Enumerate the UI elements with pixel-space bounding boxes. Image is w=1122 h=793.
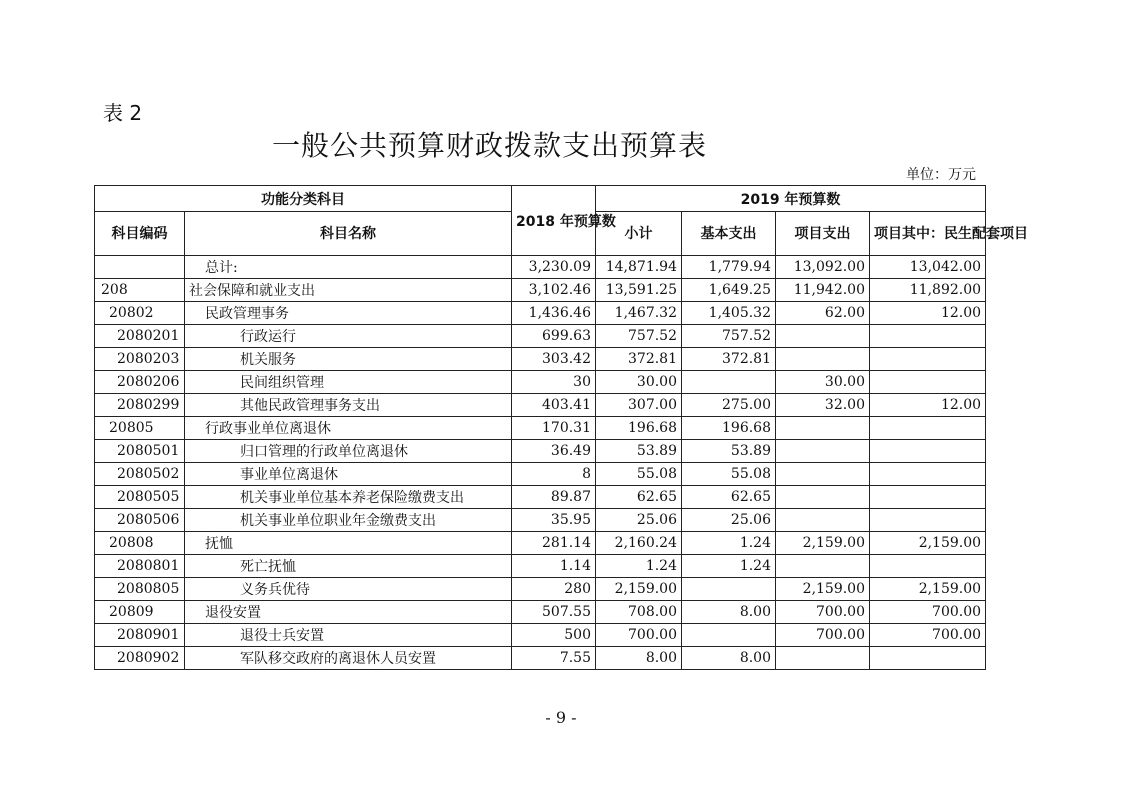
cell-name: 归口管理的行政单位离退休 [185,440,512,463]
cell-basic: 1,779.94 [682,256,776,279]
cell-2018: 170.31 [512,417,596,440]
cell-project [776,463,870,486]
cell-basic: 372.81 [682,348,776,371]
table-label: 表 2 [103,101,143,125]
cell-code: 2080501 [95,440,185,463]
cell-subtotal: 2,160.24 [596,532,682,555]
cell-code: 2080901 [95,624,185,647]
cell-project [776,555,870,578]
table-row [95,440,986,463]
cell-project-sub: 12.00 [870,394,986,417]
cell-project: 32.00 [776,394,870,417]
header-2018-budget: 2018 年预算数 [512,186,596,256]
cell-project-sub: 11,892.00 [870,279,986,302]
cell-subtotal: 14,871.94 [596,256,682,279]
header-subtotal: 小计 [596,212,682,256]
cell-project-sub [870,371,986,394]
cell-name: 行政运行 [185,325,512,348]
cell-basic: 62.65 [682,486,776,509]
cell-code: 2080902 [95,647,185,670]
table-row [95,555,986,578]
cell-subtotal: 700.00 [596,624,682,647]
cell-project: 30.00 [776,371,870,394]
cell-code: 20808 [95,532,185,555]
table-row [95,256,986,279]
table-row [95,279,986,302]
cell-subtotal: 1,467.32 [596,302,682,325]
cell-2018: 89.87 [512,486,596,509]
header-2019-budget: 2019 年预算数 [596,186,986,212]
cell-project-sub: 12.00 [870,302,986,325]
cell-basic [682,371,776,394]
cell-subtotal: 708.00 [596,601,682,624]
cell-basic: 1.24 [682,532,776,555]
cell-basic: 8.00 [682,601,776,624]
cell-project-sub [870,463,986,486]
cell-code: 2080801 [95,555,185,578]
cell-project: 62.00 [776,302,870,325]
cell-2018: 8 [512,463,596,486]
table-row [95,463,986,486]
cell-project-sub [870,417,986,440]
cell-basic: 55.08 [682,463,776,486]
cell-project-sub [870,325,986,348]
cell-subtotal: 196.68 [596,417,682,440]
cell-name: 机关事业单位职业年金缴费支出 [185,509,512,532]
cell-2018: 280 [512,578,596,601]
cell-code: 20809 [95,601,185,624]
cell-basic: 196.68 [682,417,776,440]
cell-name: 行政事业单位离退休 [185,417,512,440]
table-row [95,325,986,348]
cell-2018: 36.49 [512,440,596,463]
cell-project-sub [870,486,986,509]
cell-name: 机关服务 [185,348,512,371]
header-project-sub: 项目其中：民生配套项目 [870,212,986,256]
cell-code: 20805 [95,417,185,440]
cell-code: 2080506 [95,509,185,532]
cell-project [776,325,870,348]
header-func-class: 功能分类科目 [95,186,512,212]
cell-code: 2080203 [95,348,185,371]
cell-basic: 1,649.25 [682,279,776,302]
cell-name: 机关事业单位基本养老保险缴费支出 [185,486,512,509]
cell-name: 事业单位离退休 [185,463,512,486]
cell-basic: 8.00 [682,647,776,670]
header-name: 科目名称 [185,212,512,256]
cell-basic: 53.89 [682,440,776,463]
cell-2018: 30 [512,371,596,394]
header-code: 科目编码 [95,212,185,256]
cell-basic: 1.24 [682,555,776,578]
cell-code: 2080201 [95,325,185,348]
table-row [95,578,986,601]
cell-subtotal: 757.52 [596,325,682,348]
cell-code: 2080299 [95,394,185,417]
cell-name: 民间组织管理 [185,371,512,394]
cell-name: 社会保障和就业支出 [185,279,512,302]
cell-2018: 7.55 [512,647,596,670]
header-project: 项目支出 [776,212,870,256]
cell-basic: 757.52 [682,325,776,348]
cell-name: 退役士兵安置 [185,624,512,647]
cell-name: 义务兵优待 [185,578,512,601]
cell-project-sub [870,348,986,371]
unit-label: 单位：万元 [906,167,976,183]
cell-subtotal: 307.00 [596,394,682,417]
cell-project-sub [870,509,986,532]
cell-2018: 3,230.09 [512,256,596,279]
cell-name: 死亡抚恤 [185,555,512,578]
cell-basic: 275.00 [682,394,776,417]
cell-2018: 3,102.46 [512,279,596,302]
cell-code: 2080505 [95,486,185,509]
cell-basic: 25.06 [682,509,776,532]
cell-name: 退役安置 [185,601,512,624]
header-basic: 基本支出 [682,212,776,256]
cell-code: 2080805 [95,578,185,601]
cell-basic [682,578,776,601]
cell-subtotal: 1.24 [596,555,682,578]
cell-2018: 1.14 [512,555,596,578]
cell-2018: 507.55 [512,601,596,624]
table-row [95,302,986,325]
cell-project: 2,159.00 [776,532,870,555]
page-title: 一般公共预算财政拨款支出预算表 [272,129,708,162]
budget-table [94,185,1028,670]
cell-code: 208 [95,279,185,302]
cell-2018: 403.41 [512,394,596,417]
cell-subtotal: 372.81 [596,348,682,371]
cell-project-sub: 13,042.00 [870,256,986,279]
cell-project [776,348,870,371]
cell-project [776,486,870,509]
cell-project-sub: 2,159.00 [870,578,986,601]
cell-code [95,256,185,279]
cell-subtotal: 62.65 [596,486,682,509]
cell-name: 军队移交政府的离退休人员安置 [185,647,512,670]
cell-name: 其他民政管理事务支出 [185,394,512,417]
cell-subtotal: 25.06 [596,509,682,532]
cell-2018: 281.14 [512,532,596,555]
cell-project: 11,942.00 [776,279,870,302]
cell-project-sub [870,647,986,670]
cell-basic [682,624,776,647]
cell-subtotal: 30.00 [596,371,682,394]
cell-2018: 699.63 [512,325,596,348]
cell-project [776,509,870,532]
cell-subtotal: 53.89 [596,440,682,463]
table-row [95,624,986,647]
cell-project-sub [870,555,986,578]
cell-code: 2080206 [95,371,185,394]
cell-code: 2080502 [95,463,185,486]
cell-project: 13,092.00 [776,256,870,279]
cell-name: 总计: [185,256,512,279]
table-row [95,371,986,394]
cell-code: 20802 [95,302,185,325]
cell-project-sub: 700.00 [870,624,986,647]
table-row [95,486,986,509]
table-row [95,647,986,670]
cell-project: 700.00 [776,624,870,647]
table-row [95,601,986,624]
cell-2018: 303.42 [512,348,596,371]
cell-project-sub: 700.00 [870,601,986,624]
cell-project-sub: 2,159.00 [870,532,986,555]
cell-basic: 1,405.32 [682,302,776,325]
cell-project [776,647,870,670]
cell-project [776,440,870,463]
cell-subtotal: 8.00 [596,647,682,670]
page-number: - 9 - [545,708,577,727]
cell-project [776,417,870,440]
cell-subtotal: 2,159.00 [596,578,682,601]
cell-subtotal: 13,591.25 [596,279,682,302]
cell-2018: 1,436.46 [512,302,596,325]
cell-project-sub [870,440,986,463]
table-row [95,394,986,417]
cell-2018: 500 [512,624,596,647]
cell-2018: 35.95 [512,509,596,532]
cell-name: 抚恤 [185,532,512,555]
table-row [95,417,986,440]
table-row [95,532,986,555]
table-row [95,509,986,532]
cell-name: 民政管理事务 [185,302,512,325]
cell-project: 700.00 [776,601,870,624]
table-row [95,348,986,371]
cell-project: 2,159.00 [776,578,870,601]
cell-subtotal: 55.08 [596,463,682,486]
